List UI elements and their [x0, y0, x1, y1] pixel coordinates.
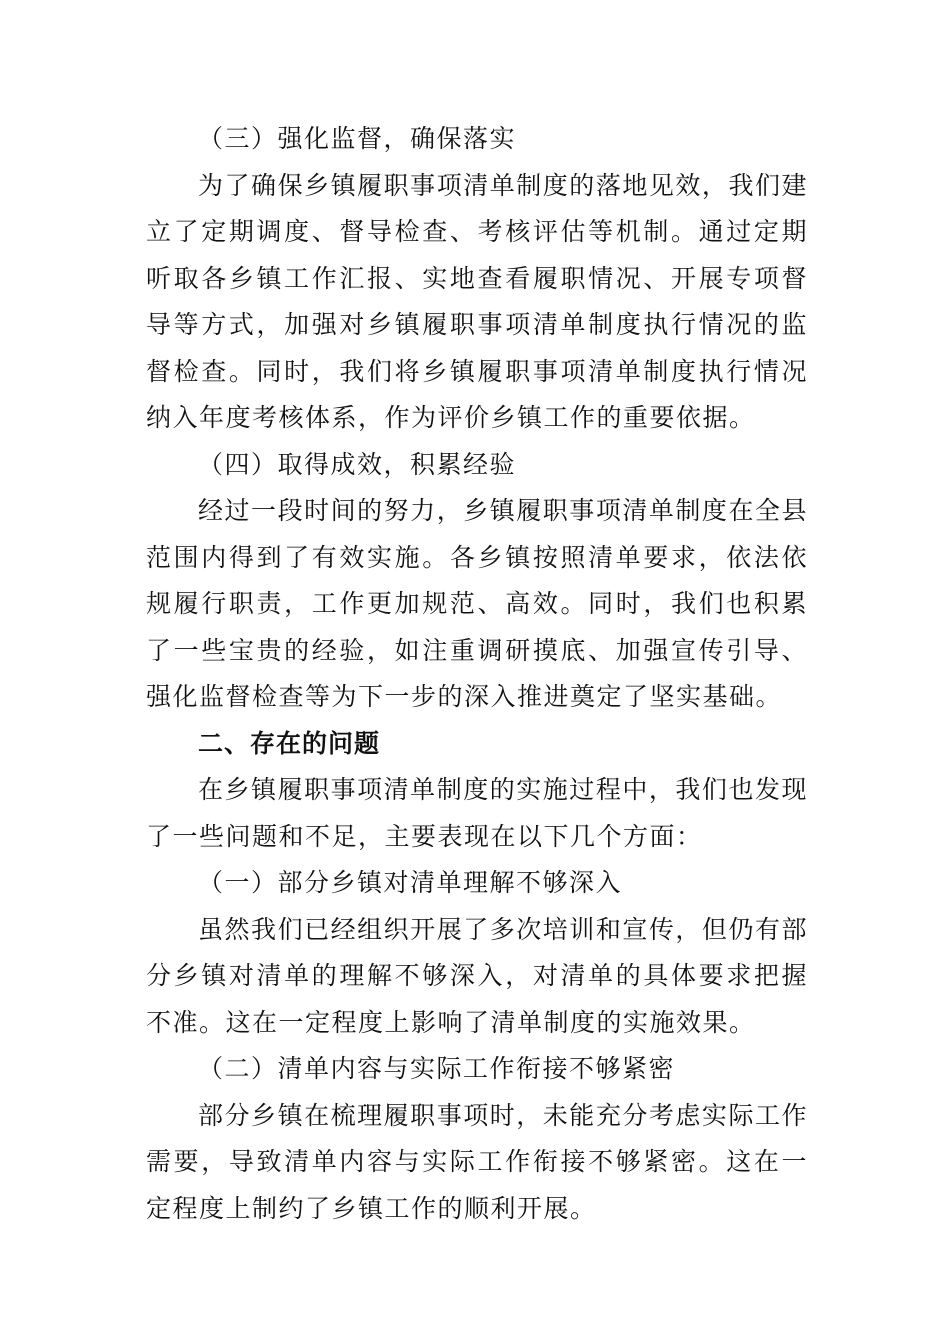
- paragraph-problems-intro: 在乡镇履职事项清单制度的实施过程中，我们也发现了一些问题和不足，主要表现在以下几个方面：: [146, 775, 808, 851]
- paragraph-problem-1: 虽然我们已经组织开展了多次培训和宣传，但仍有部分乡镇对清单的理解不够深入，对清单的具体要求把握不准。这在一定程度上影响了清单制度的实施效果。: [146, 914, 808, 1037]
- problem-heading-2: （二）清单内容与实际工作衔接不够紧密: [198, 1054, 676, 1083]
- document-page: [146, 116, 808, 1232]
- problem-heading-1: （一）部分乡镇对清单理解不够深入: [198, 868, 623, 897]
- section-heading-3: （三）强化监督，确保落实: [198, 124, 517, 153]
- paragraph-problem-2: 部分乡镇在梳理履职事项时，未能充分考虑实际工作需要，导致清单内容与实际工作衔接不够紧密。这在一定程度上制约了乡镇工作的顺利开展。: [146, 1100, 808, 1223]
- section-heading-4: （四）取得成效，积累经验: [198, 449, 517, 479]
- paragraph-supervision: 为了确保乡镇履职事项清单制度的落地见效，我们建立了定期调度、督导检查、考核评估等机制。通过定期听取各乡镇工作汇报、实地查看履职情况、开展专项督导等方式，加强对乡镇履职事项清单制度执行情况的监督检查。同时，我们将乡镇履职事项清单制度执行情况纳入年度考核体系，作为评价乡镇工作的重要依据。: [146, 170, 808, 432]
- chapter-heading-problems: 二、存在的问题: [198, 728, 381, 758]
- paragraph-results: 经过一段时间的努力，乡镇履职事项清单制度在全县范围内得到了有效实施。各乡镇按照清单要求，依法依规履行职责，工作更加规范、高效。同时，我们也积累了一些宝贵的经验，如注重调研摸底、加强宣传引导、强化监督检查等为下一步的深入推进奠定了坚实基础。: [146, 496, 808, 711]
